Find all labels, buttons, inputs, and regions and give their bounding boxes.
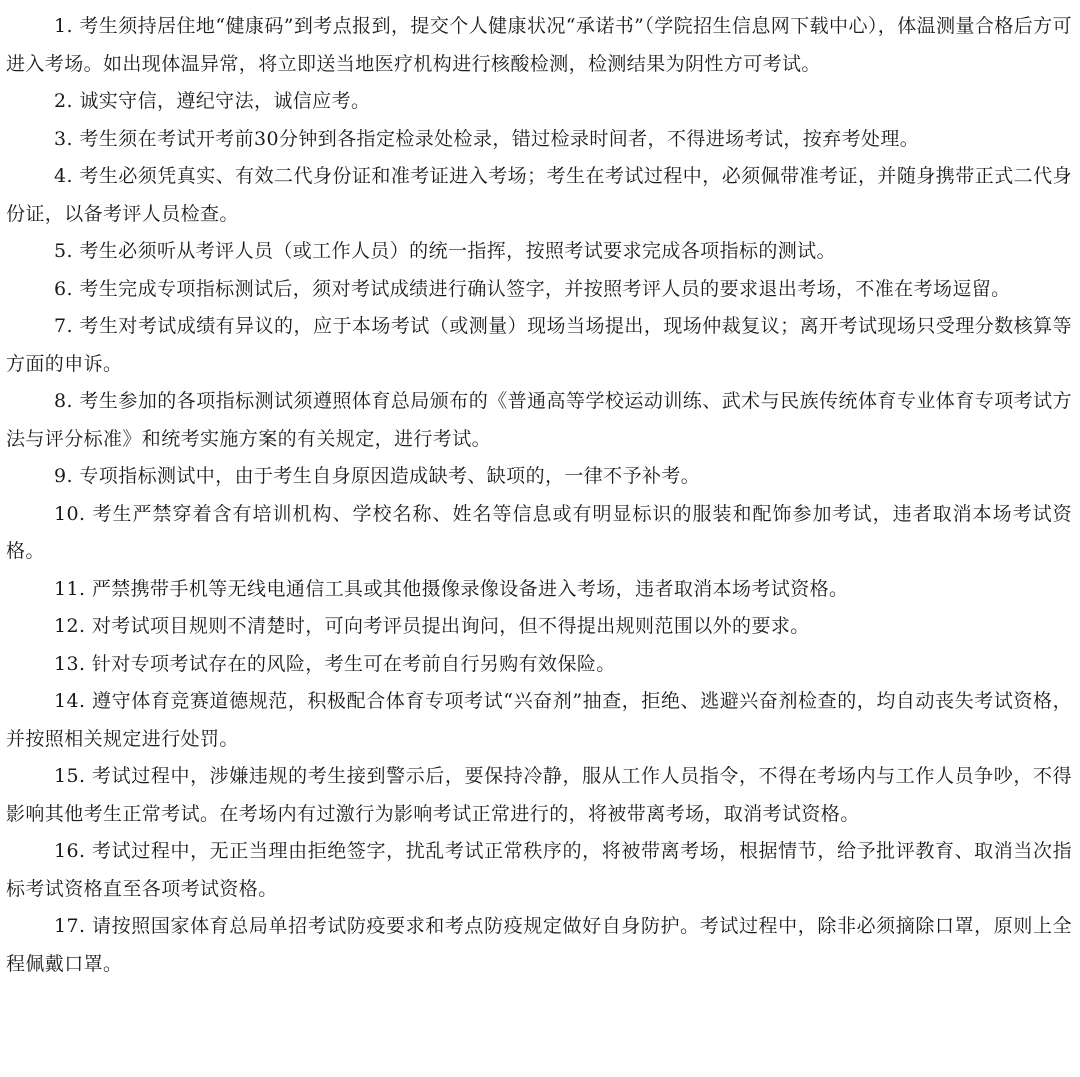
rule-6: 6. 考生完成专项指标测试后，须对考试成绩进行确认签字，并按照考评人员的要求退出考场，不准在考场逗留。 (54, 277, 1011, 300)
rule-10: 10. 考生严禁穿着含有培训机构、学校名称、姓名等信息或有明显标识的服装和配饰参加考试，违者取消本场考试资格。 (6, 502, 1072, 562)
rule-11: 11. 严禁携带手机等无线电通信工具或其他摄像录像设备进入考场，违者取消本场考试资格。 (54, 577, 849, 600)
rule-16: 16. 考试过程中，无正当理由拒绝签字，扰乱考试正常秩序的，将被带离考场，根据情节，给予批评教育、取消当次指标考试资格直至各项考试资格。 (6, 840, 1072, 900)
rule-4: 4. 考生必须凭真实、有效二代身份证和准考证进入考场；考生在考试过程中，必须佩带准考证，并随身携带正式二代身份证，以备考评人员检查。 (6, 165, 1072, 225)
rule-1: 1. 考生须持居住地“健康码”到考点报到，提交个人健康状况“承诺书”（学院招生信息网下载中心），体温测量合格后方可进入考场。如出现体温异常，将立即送当地医疗机构进行核酸检测，检测结果为阴性方可考试。 (6, 15, 1072, 75)
rule-7: 7. 考生对考试成绩有异议的，应于本场考试（或测量）现场当场提出，现场仲裁复议；离开考试现场只受理分数核算等方面的申诉。 (6, 315, 1072, 375)
rule-12: 12. 对考试项目规则不清楚时，可向考评员提出询问，但不得提出规则范围以外的要求。 (54, 615, 810, 637)
rule-5: 5. 考生必须听从考评人员（或工作人员）的统一指挥，按照考试要求完成各项指标的测试。 (54, 240, 836, 262)
rule-2: 2. 诚实守信，遵纪守法，诚信应考。 (54, 90, 371, 112)
rule-17: 17. 请按照国家体育总局单招考试防疫要求和考点防疫规定做好自身防护。考试过程中，除非必须摘除口罩，原则上全程佩戴口罩。 (6, 915, 1072, 975)
rule-9: 9. 专项指标测试中，由于考生自身原因造成缺考、缺项的，一律不予补考。 (54, 465, 701, 487)
rule-13: 13. 针对专项考试存在的风险，考生可在考前自行另购有效保险。 (54, 652, 616, 675)
rule-3: 3. 考生须在考试开考前30分钟到各指定检录处检录，错过检录时间者，不得进场考试，按弃考处理。 (54, 127, 920, 150)
rule-14: 14. 遵守体育竞赛道德规范，积极配合体育专项考试“兴奋剂”抽查，拒绝、逃避兴奋剂检查的，均自动丧失考试资格，并按照相关规定进行处罚。 (6, 690, 1072, 750)
rule-15: 15. 考试过程中，涉嫌违规的考生接到警示后，要保持冷静，服从工作人员指令，不得在考场内与工作人员争吵，不得影响其他考生正常考试。在考场内有过激行为影响考试正常进行的，将被带离考场，取消考试资格。 (6, 765, 1072, 825)
rule-8: 8. 考生参加的各项指标测试须遵照体育总局颁布的《普通高等学校运动训练、武术与民族传统体育专业体育专项考试方法与评分标准》和统考实施方案的有关规定，进行考试。 (6, 390, 1072, 450)
exam-rules-document (6, 8, 1072, 983)
